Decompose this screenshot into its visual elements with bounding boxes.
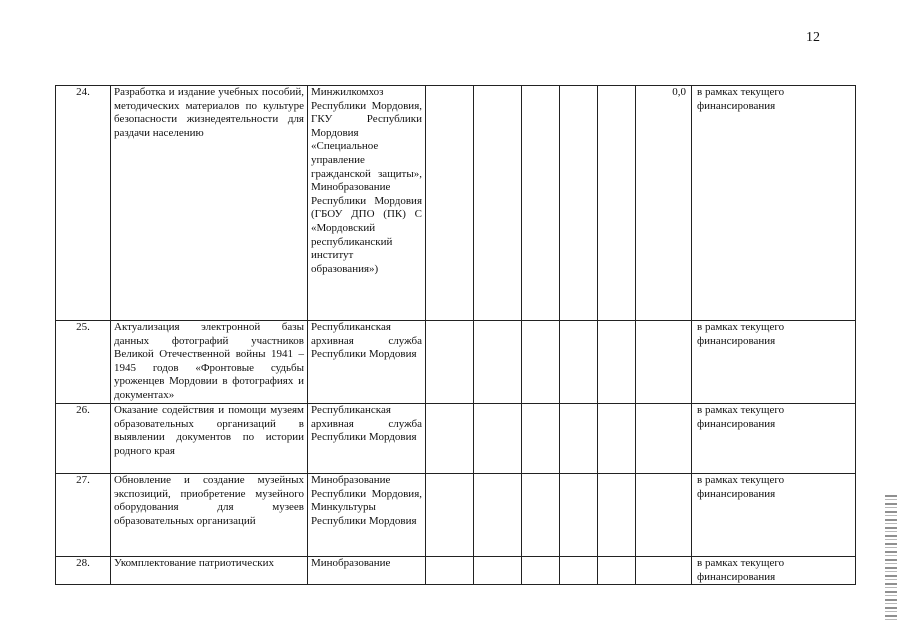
empty-cell bbox=[598, 474, 636, 557]
program-table bbox=[55, 85, 856, 585]
empty-cell bbox=[522, 86, 560, 321]
program-table-container bbox=[55, 85, 855, 583]
empty-cell bbox=[474, 474, 522, 557]
activity-name: Разработка и издание учебных пособий, методических материалов по культуре безопасности жизнедеятельности для раздачи населению bbox=[111, 86, 308, 321]
empty-cell bbox=[474, 86, 522, 321]
funding-note: в рамках текущего финансирования bbox=[692, 321, 856, 404]
empty-cell bbox=[522, 321, 560, 404]
empty-cell bbox=[598, 86, 636, 321]
empty-cell bbox=[560, 86, 598, 321]
empty-cell bbox=[560, 557, 598, 585]
empty-cell bbox=[522, 474, 560, 557]
table-row bbox=[56, 557, 856, 585]
funding-value bbox=[636, 474, 692, 557]
empty-cell bbox=[426, 86, 474, 321]
empty-cell bbox=[474, 404, 522, 474]
empty-cell bbox=[598, 404, 636, 474]
executor: Республиканская архивная служба Республики Мордовия bbox=[308, 321, 426, 404]
row-number: 24. bbox=[56, 86, 111, 321]
empty-cell bbox=[426, 557, 474, 585]
empty-cell bbox=[560, 404, 598, 474]
empty-cell bbox=[426, 321, 474, 404]
row-number: 27. bbox=[56, 474, 111, 557]
activity-name: Оказание содействия и помощи музеям образовательных организаций в выявлении документов по истории родного края bbox=[111, 404, 308, 474]
empty-cell bbox=[598, 557, 636, 585]
empty-cell bbox=[560, 321, 598, 404]
empty-cell bbox=[426, 404, 474, 474]
row-number: 26. bbox=[56, 404, 111, 474]
page-number: 12 bbox=[806, 30, 820, 45]
table-row bbox=[56, 86, 856, 321]
executor: Республиканская архивная служба Республики Мордовия bbox=[308, 404, 426, 474]
funding-value bbox=[636, 404, 692, 474]
funding-value bbox=[636, 321, 692, 404]
empty-cell bbox=[598, 321, 636, 404]
table-row bbox=[56, 321, 856, 404]
funding-note: в рамках текущего финансирования bbox=[692, 404, 856, 474]
funding-value bbox=[636, 557, 692, 585]
funding-value: 0,0 bbox=[636, 86, 692, 321]
scan-edge-artifact bbox=[885, 495, 897, 620]
empty-cell bbox=[522, 404, 560, 474]
table-row bbox=[56, 404, 856, 474]
row-number: 25. bbox=[56, 321, 111, 404]
activity-name: Актуализация электронной базы данных фотографий участников Великой Отечественной войны 1941 – 1945 годов «Фронтовые судьбы уроженцев Мордовии в фотографиях и документах» bbox=[111, 321, 308, 404]
empty-cell bbox=[426, 474, 474, 557]
table-row bbox=[56, 474, 856, 557]
empty-cell bbox=[522, 557, 560, 585]
funding-note: в рамках текущего финансирования bbox=[692, 86, 856, 321]
executor: Минобразование bbox=[308, 557, 426, 585]
empty-cell bbox=[474, 321, 522, 404]
row-number: 28. bbox=[56, 557, 111, 585]
funding-note: в рамках текущего финансирования bbox=[692, 557, 856, 585]
empty-cell bbox=[474, 557, 522, 585]
activity-name: Укомплектование патриотических bbox=[111, 557, 308, 585]
executor: Минжилкомхоз Республики Мордовия, ГКУ Республики Мордовия «Специальное управление гражданской защиты», Минобразование Республики Мордовия (ГБОУ ДПО (ПК) С «Мордовский республиканский институт образования») bbox=[308, 86, 426, 321]
executor: Минобразование Республики Мордовия, Минкультуры Республики Мордовия bbox=[308, 474, 426, 557]
activity-name: Обновление и создание музейных экспозиций, приобретение музейного оборудования для музеев образовательных организаций bbox=[111, 474, 308, 557]
empty-cell bbox=[560, 474, 598, 557]
funding-note: в рамках текущего финансирования bbox=[692, 474, 856, 557]
